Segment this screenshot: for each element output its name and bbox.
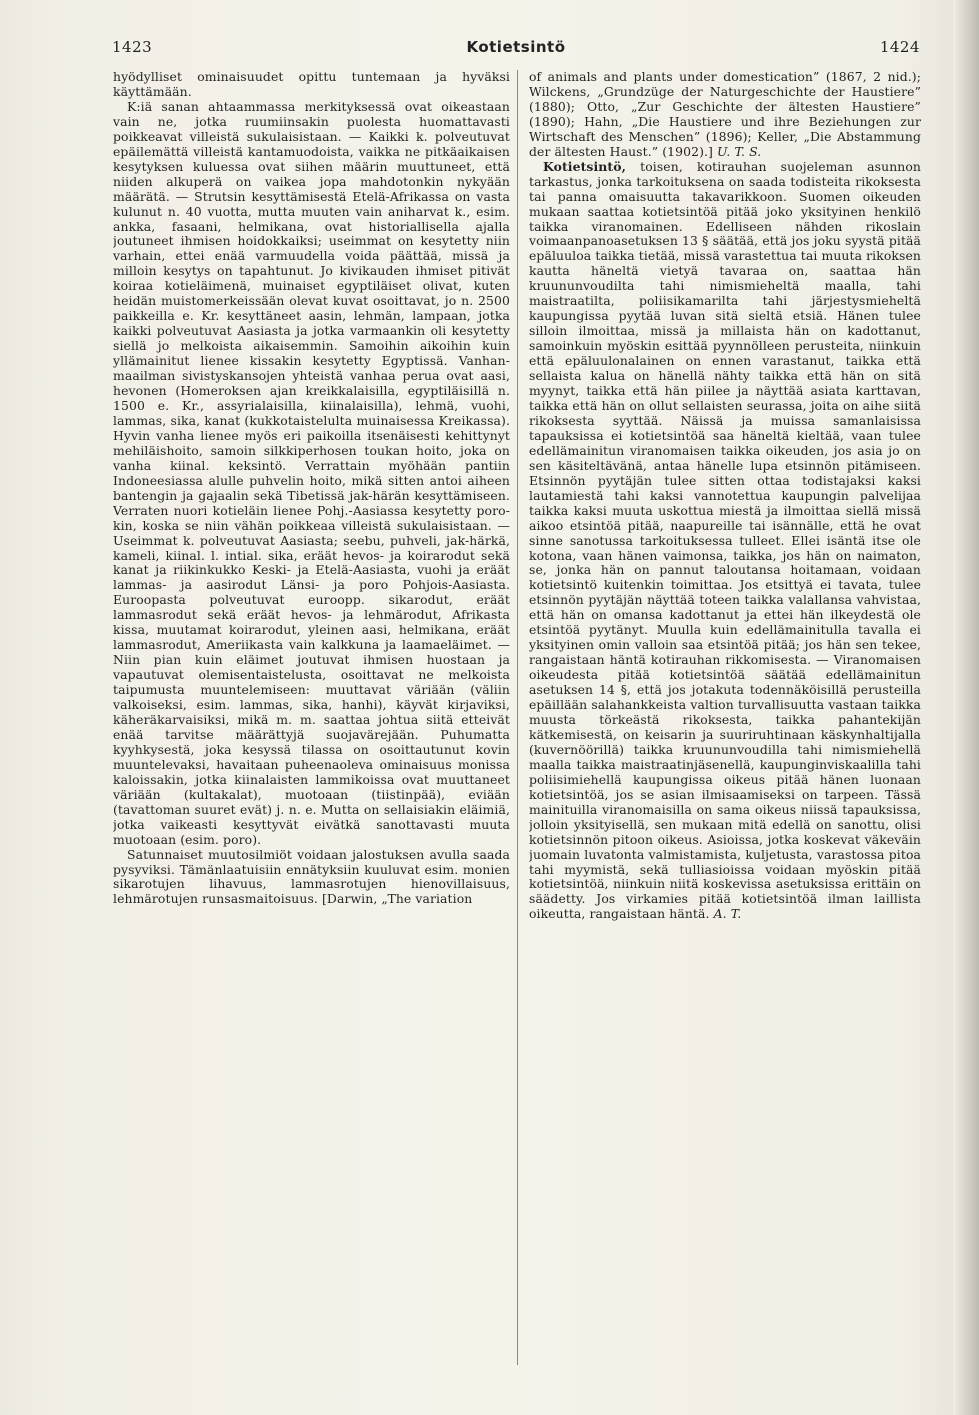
running-title: Kotietsintö xyxy=(466,38,566,56)
page-header xyxy=(112,38,920,62)
paragraph: hyödylliset ominaisuudet opittu tuntemaan ja hyväksi käyttämään. xyxy=(113,70,510,99)
paragraph xyxy=(529,70,921,160)
page-number-right: 1424 xyxy=(879,38,920,56)
entry-signature: A. T. xyxy=(713,906,742,922)
entry-paragraph xyxy=(529,160,921,923)
references-continuation: of animals and plants under domestication” (1867, 2 nid.); Wilckens, „Grundzüge der Naturgeschichte der Haustiere” (1880); Otto, „Zur Geschichte der ältesten Haustiere” (1890); Hahn, „Die Haustiere und ihre Beziehungen zur Wirtschaft des Menschen” (1896); Keller, „Die Abstammung der ältesten Haust.” (1902).] xyxy=(529,70,921,159)
entry-headword: Kotietsintö, xyxy=(543,158,626,174)
right-column xyxy=(529,70,921,1370)
page-number-left: 1423 xyxy=(112,38,153,56)
paragraph: K:iä sanan ahtaammassa merkityksessä ovat oikeastaan vain ne, jotka ruumiinsakin puolesta huomattavasti poikkeavat villeistä sukulaisistaan. — Kaikki k. polveutuvat epäilemättä villeistä kantamuodoista, vaikka ne pitkäaikaisen kesytyksen kuluessa ovat siihen määrin muuttuneet, että niiden alkuperä on vaikea jopa mahdotonkin nykyään määrätä. — Strutsin kesyttämisestä Etelä-Afrikassa on vasta kulunut n. 40 vuotta, mutta muuten vain aniharvat k., esim. ankka, fasaani, helmikana, ovat historiallisella ajalla joutuneet ihmisen hoidokkaiksi; useimmat on kesytetty niin varhain, ettei enää varmuudella voida päättää, missä ja milloin kesytys on tapahtunut. Jo kivikauden ihmiset pitivät koiraa kotieläimenä, muinaiset egyptiläiset olivat, kuten heidän muistomerkeissään olevat kuvat osoittavat, jo n. 2500 paikkeilla e. Kr. kesyttäneet aasin, lehmän, lampaan, jotka kaikki polveutuvat Aasiasta ja jotka varmaankin oli kesytetty siellä jo melkoista aikaisemmin. Samoihin aikoihin kuin yllämainitut lienee kissakin kesytetty Egyptissä. Vanhan-maailman sivistyskansojen yhteistä vanhaa perua ovat aasi, hevonen (Homeroksen ajan kreikkalaisilla, egyptiläisillä n. 1500 e. Kr., assyrialaisilla, kiinalaisilla), lehmä, vuohi, lammas, sika, kanat (kukkotaistelulta muinaisessa Kreikassa). Hyvin vanha lienee myös eri paikoilla itsenäisesti kehittynyt mehiläishoito, samoin silkkiperhosen toukan hoito, joka on vanha kiinal. keksintö. Verrattain myöhään pantiin Indoneesiassa alulle puhvelin hoito, mikä sitten antoi aiheen bantengin ja gajaalin sekä Tibetissä jak-härän kesyttämiseen. Verraten nuori kotieläin lienee Pohj.-Aasiassa kesytetty poro-kin, koska se niin vähän poikkeaa villeistä sukulaisistaan. — Useimmat k. polveutuvat Aasiasta; seebu, puhveli, jak-härkä, kameli, kiinal. l. intial. sika, eräät hevos- ja koirarodut sekä kanat ja riikinkukko Keski- ja Etelä-Aasiasta, vuohi ja eräät lammas- ja aasirodut Länsi- ja poro Pohjois-Aasiasta. Euroopasta polveutuvat euroopp. sikarodut, eräät lammasrodut sekä eräät hevos- ja lehmärodut, Afrikasta kissa, muutamat koirarodut, yleinen aasi, helmikana, eräät lammasrodut, Ameriikasta vain kalkkuna ja laamaeläimet. — Niin pian kuin eläimet joutuvat ihmisen huostaan ja vapautuvat olemisentaistelusta, osoittavat ne melkoista taipumusta muuntelemiseen: muuttavat väriään (väliin valkoiseksi, esim. lammas, sika, hanhi), käyvät kirjaviksi, käheräkarvaisiksi, mikä m. m. saattaa johtua siitä etteivät enää tarvitse määrättyjä suojavärejään. Puhumatta kyyhkysestä, joka kesyssä tilassa on osoittautunut kovin muuntelevaksi, havaitaan puheenaoleva ominaisuus monissa kaloissakin, jotka kiinalaisten lammikoissa ovat muuttaneet väriään (kultakalat), muotoaan (tiistinpää), eviään (tavattoman suuret evät) j. n. e. Mutta on sellaisiakin eläimiä, jotka vaikeasti kesyttyvät eivätkä sanottavasti muuta muotoaan (esim. poro). xyxy=(113,98,510,847)
author-signature: U. T. S. xyxy=(717,143,762,159)
binding-edge xyxy=(953,0,979,1415)
left-column xyxy=(113,70,510,1370)
column-divider xyxy=(517,70,518,1365)
paragraph: Satunnaiset muutosilmiöt voidaan jalostuksen avulla saada pysyviksi. Tämänlaatuisiin ennätyksiin kuuluvat esim. monien sikarotujen lihavuus, lammasrotujen hienovillaisuus, lehmärotujen runsasmaitoisuus. [Darwin, „The variation xyxy=(113,846,510,907)
entry-body: toisen, kotirauhan suojeleman asunnon tarkastus, jonka tarkoituksena on saada todisteita rikoksesta tai panna omaisuutta takavarikkoon. Suomen oikeuden mukaan saattaa kotietsintöä pitää joko yksityinen henkilö taikka viranomainen. Edelliseen nähden rikoslain voimaanpanoasetuksen 13 § säätää, että jos joku syystä pitää epäluuloa taikka tietää, missä varastettua tai muuta rikoksen kautta häneltä vietyä tavaraa on, saattaa hän kruununvoudilta tahi nimismieheltä maalla, tahi maistraatilta, poliisikamarilta tahi järjestysmieheltä kaupungissa pyytää luvan sitä sieltä etsiä. Hänen tulee silloin ilmoittaa, missä ja millaista hän on kadottanut, samoinkuin myöskin esittää pyynnölleen perusteita, niinkuin että epäluulonalainen on ennen varastanut, taikka että sellaista kalua on hänellä nähty taikka että hän on sitä myynyt, taikka että hän piilee ja näyttää asiata karttavan, taikka että hän on ollut sellaisten seurassa, joita on aihe siitä rikoksesta syyttää. Näissä ja muissa samanlaisissa tapauksissa ei kotietsintöä saa häneltä kieltää, vaan tulee edellämainitun viranomaisen taikka oikeuden, jos asia jo on sen käsiteltävänä, antaa hänelle lupa etsinnön pitämiseen. Etsinnön pyytäjän tulee sitten ottaa todistajaksi kaksi lautamiestä tahi kaksi vannotettua kaupungin palvelijaa taikka kaksi muuta uskottua miestä ja ilmoittaa siellä missä aikoo etsintöä pitää, naapureille tai isännälle, että he ovat sinne sanotussa tarkoituksessa tulleet. Ellei isäntä itse ole kotona, vaan hänen vaimonsa, taikka, jos hän on naimaton, se, jonka hän on pannut taloutansa hoitamaan, voidaan kotietsintö kuitenkin toimittaa. Jos etsittyä ei tavata, tulee etsinnön pyytäjän näyttää toteen taikka valallansa vahvistaa, että hän on omansa kadottanut ja ettei hän ilkeydestä ole etsintöä pyytänyt. Muulla kuin edellämainitulla tavalla ei yksityinen omin valloin saa etsintöä pitää; jos hän sen tekee, rangaistaan häntä kotirauhan rikkomisesta. — Viranomaisen oikeudesta pitää kotietsintöä säätää edellämainitun asetuksen 14 §, että jos jotakuta todennäköisillä perusteilla epäillään salahankkeista valtion turvallisuutta vastaan taikka muusta törkeästä rikoksesta, taikka pahantekijän kätkemisestä, on keisarin ja suuriruhtinaan käskynhaltijalla (kuvernöörillä) taikka kruununvoudilla tahi nimismiehellä maalla taikka maistraatinjäsenellä, kaupunginviskaalilla tahi poliisimiehellä kaupungissa oikeus pitää hänen luonaan kotietsintöä, jos se asian ilmisaamiseksi on tarpeen. Tässä mainituilla viranomaisilla on sama oikeus niissä tapauksissa, jolloin yksityisellä, sen mukaan mitä edellä on sanottu, olisi kotietsinnön pitoon oikeus. Asioissa, jotka koskevat väkeväin juomain luvatonta valmistamista, kuljetusta, varastossa pitoa tahi myymistä, sekä tulliasioissa voidaan myöskin pitää kotietsintöä, niinkuin niitä koskevissa asetuksissa erittäin on säädetty. Jos virkamies pitää kotietsintöä ilman laillista oikeutta, rangaistaan häntä. xyxy=(529,158,921,922)
